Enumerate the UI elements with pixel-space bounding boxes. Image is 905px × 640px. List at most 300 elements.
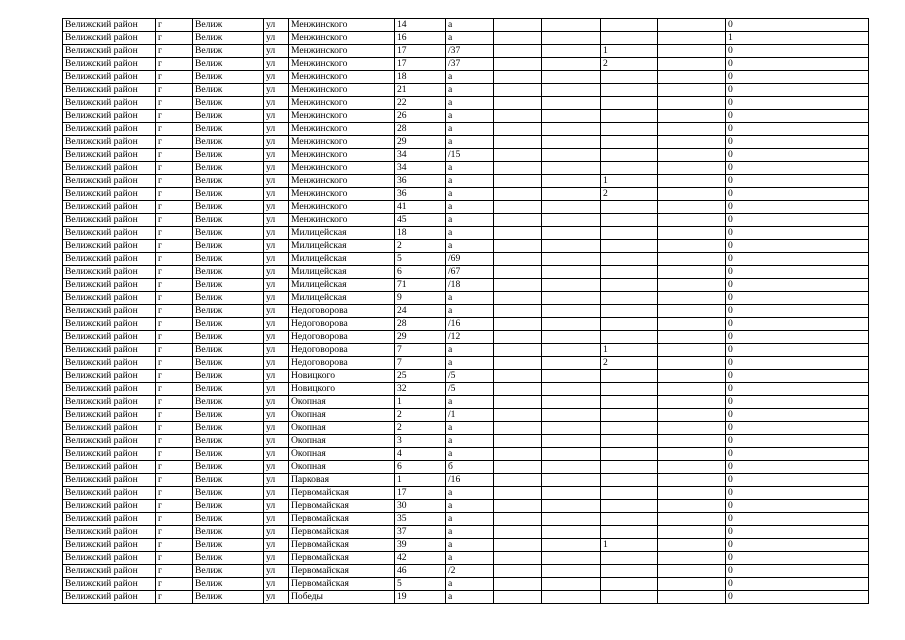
- table-cell-c11: [658, 110, 726, 123]
- table-cell-settlement-type: г: [156, 513, 193, 526]
- table-cell-district: Велижский район: [63, 58, 156, 71]
- table-cell-street: Менжинского: [289, 201, 395, 214]
- table-cell-c10: 2: [601, 357, 658, 370]
- table-cell-street-type: ул: [264, 240, 289, 253]
- table-cell-street-type: ул: [264, 435, 289, 448]
- table-cell-street: Парковая: [289, 474, 395, 487]
- table-cell-house-suffix: а: [446, 175, 494, 188]
- table-cell-house: 5: [395, 578, 446, 591]
- table-cell-c11: [658, 305, 726, 318]
- table-cell-c12: 0: [726, 84, 869, 97]
- table-cell-street: Милицейская: [289, 253, 395, 266]
- table-cell-house-suffix: а: [446, 71, 494, 84]
- table-cell-c12: 0: [726, 578, 869, 591]
- table-row: [63, 266, 869, 279]
- table-cell-street: Новицкого: [289, 370, 395, 383]
- table-cell-street-type: ул: [264, 19, 289, 32]
- table-cell-house-suffix: а: [446, 188, 494, 201]
- table-cell-street-type: ул: [264, 526, 289, 539]
- table-cell-street-type: ул: [264, 565, 289, 578]
- table-row: [63, 331, 869, 344]
- table-cell-district: Велижский район: [63, 71, 156, 84]
- table-cell-c8: [494, 58, 542, 71]
- table-cell-c8: [494, 32, 542, 45]
- table-cell-house-suffix: а: [446, 578, 494, 591]
- table-cell-c8: [494, 396, 542, 409]
- table-cell-c12: 0: [726, 448, 869, 461]
- table-cell-c9: [542, 409, 601, 422]
- table-cell-street-type: ул: [264, 214, 289, 227]
- table-cell-settlement-type: г: [156, 84, 193, 97]
- table-cell-c9: [542, 331, 601, 344]
- table-cell-c9: [542, 45, 601, 58]
- table-cell-settlement: Велиж: [193, 162, 264, 175]
- table-cell-house-suffix: а: [446, 240, 494, 253]
- table-cell-street-type: ул: [264, 162, 289, 175]
- table-cell-c12: 0: [726, 422, 869, 435]
- table-cell-house-suffix: /18: [446, 279, 494, 292]
- table-row: [63, 240, 869, 253]
- table-cell-c9: [542, 370, 601, 383]
- table-cell-c9: [542, 396, 601, 409]
- table-cell-settlement: Велиж: [193, 19, 264, 32]
- table-cell-settlement-type: г: [156, 136, 193, 149]
- table-cell-c12: 0: [726, 435, 869, 448]
- table-cell-settlement: Велиж: [193, 136, 264, 149]
- table-cell-settlement: Велиж: [193, 435, 264, 448]
- table-cell-c10: [601, 474, 658, 487]
- table-cell-c9: [542, 435, 601, 448]
- table-cell-c8: [494, 175, 542, 188]
- table-row: [63, 253, 869, 266]
- table-cell-street: Менжинского: [289, 162, 395, 175]
- table-cell-district: Велижский район: [63, 188, 156, 201]
- table-cell-settlement: Велиж: [193, 201, 264, 214]
- table-cell-house-suffix: а: [446, 357, 494, 370]
- table-cell-street-type: ул: [264, 331, 289, 344]
- table-row: [63, 461, 869, 474]
- table-cell-district: Велижский район: [63, 97, 156, 110]
- table-cell-house: 4: [395, 448, 446, 461]
- table-cell-c11: [658, 227, 726, 240]
- table-cell-district: Велижский район: [63, 253, 156, 266]
- table-cell-settlement-type: г: [156, 396, 193, 409]
- table-cell-c10: 1: [601, 175, 658, 188]
- table-cell-house-suffix: а: [446, 344, 494, 357]
- table-cell-district: Велижский район: [63, 422, 156, 435]
- table-cell-c10: [601, 149, 658, 162]
- table-cell-street-type: ул: [264, 58, 289, 71]
- table-cell-house: 2: [395, 409, 446, 422]
- table-cell-settlement-type: г: [156, 461, 193, 474]
- table-cell-c11: [658, 357, 726, 370]
- table-cell-house: 9: [395, 292, 446, 305]
- table-cell-c8: [494, 240, 542, 253]
- table-cell-settlement-type: г: [156, 591, 193, 604]
- table-cell-c8: [494, 435, 542, 448]
- table-cell-c11: [658, 448, 726, 461]
- table-cell-house-suffix: а: [446, 539, 494, 552]
- table-cell-settlement: Велиж: [193, 188, 264, 201]
- table-cell-c12: 0: [726, 565, 869, 578]
- table-cell-settlement: Велиж: [193, 552, 264, 565]
- table-cell-district: Велижский район: [63, 19, 156, 32]
- table-cell-house-suffix: а: [446, 201, 494, 214]
- table-cell-c12: 0: [726, 149, 869, 162]
- table-cell-street-type: ул: [264, 292, 289, 305]
- table-cell-c12: 0: [726, 357, 869, 370]
- table-cell-settlement: Велиж: [193, 123, 264, 136]
- table-cell-house-suffix: а: [446, 19, 494, 32]
- table-cell-street-type: ул: [264, 383, 289, 396]
- table-cell-district: Велижский район: [63, 214, 156, 227]
- table-cell-street-type: ул: [264, 357, 289, 370]
- table-row: [63, 19, 869, 32]
- table-cell-c8: [494, 110, 542, 123]
- table-cell-settlement: Велиж: [193, 253, 264, 266]
- table-cell-settlement: Велиж: [193, 58, 264, 71]
- table-cell-c11: [658, 19, 726, 32]
- table-cell-c9: [542, 344, 601, 357]
- table-cell-c9: [542, 71, 601, 84]
- table-cell-settlement-type: г: [156, 71, 193, 84]
- table-cell-house-suffix: а: [446, 136, 494, 149]
- table-row: [63, 578, 869, 591]
- table-cell-c8: [494, 448, 542, 461]
- table-cell-c11: [658, 188, 726, 201]
- table-cell-house: 17: [395, 487, 446, 500]
- table-cell-c11: [658, 45, 726, 58]
- table-cell-c11: [658, 32, 726, 45]
- table-cell-c10: [601, 240, 658, 253]
- table-cell-c9: [542, 240, 601, 253]
- table-cell-c12: 0: [726, 175, 869, 188]
- table-cell-street: Недоговорова: [289, 331, 395, 344]
- table-cell-house-suffix: /37: [446, 45, 494, 58]
- table-cell-settlement-type: г: [156, 201, 193, 214]
- table-cell-c10: [601, 201, 658, 214]
- table-cell-settlement: Велиж: [193, 487, 264, 500]
- table-cell-c12: 0: [726, 58, 869, 71]
- table-cell-c11: [658, 435, 726, 448]
- table-cell-c11: [658, 331, 726, 344]
- table-row: [63, 591, 869, 604]
- table-cell-c10: [601, 305, 658, 318]
- table-cell-c11: [658, 500, 726, 513]
- table-cell-settlement-type: г: [156, 19, 193, 32]
- table-cell-settlement: Велиж: [193, 279, 264, 292]
- table-cell-c11: [658, 487, 726, 500]
- table-cell-c10: 1: [601, 45, 658, 58]
- table-cell-settlement-type: г: [156, 162, 193, 175]
- table-row: [63, 500, 869, 513]
- table-cell-settlement: Велиж: [193, 357, 264, 370]
- table-cell-street: Окопная: [289, 422, 395, 435]
- table-row: [63, 84, 869, 97]
- table-cell-settlement: Велиж: [193, 422, 264, 435]
- table-cell-house: 19: [395, 591, 446, 604]
- table-cell-c12: 0: [726, 240, 869, 253]
- table-cell-house-suffix: а: [446, 422, 494, 435]
- table-cell-settlement-type: г: [156, 500, 193, 513]
- table-cell-street-type: ул: [264, 487, 289, 500]
- table-cell-settlement-type: г: [156, 357, 193, 370]
- table-cell-c11: [658, 513, 726, 526]
- table-cell-settlement-type: г: [156, 110, 193, 123]
- table-cell-street: Окопная: [289, 396, 395, 409]
- table-cell-street-type: ул: [264, 370, 289, 383]
- table-row: [63, 409, 869, 422]
- table-cell-street-type: ул: [264, 539, 289, 552]
- table-cell-settlement: Велиж: [193, 370, 264, 383]
- table-cell-c9: [542, 214, 601, 227]
- table-cell-c8: [494, 279, 542, 292]
- table-cell-street: Недоговорова: [289, 305, 395, 318]
- table-cell-c12: 0: [726, 539, 869, 552]
- table-cell-c10: [601, 318, 658, 331]
- table-cell-c10: [601, 500, 658, 513]
- table-cell-house: 1: [395, 474, 446, 487]
- table-cell-c11: [658, 461, 726, 474]
- table-cell-settlement-type: г: [156, 305, 193, 318]
- table-cell-street-type: ул: [264, 84, 289, 97]
- table-cell-house-suffix: а: [446, 227, 494, 240]
- table-cell-district: Велижский район: [63, 110, 156, 123]
- table-cell-c12: 0: [726, 500, 869, 513]
- table-cell-c8: [494, 71, 542, 84]
- table-cell-house-suffix: а: [446, 552, 494, 565]
- table-cell-street: Первомайская: [289, 487, 395, 500]
- table-cell-district: Велижский район: [63, 487, 156, 500]
- table-cell-district: Велижский район: [63, 565, 156, 578]
- table-cell-street: Менжинского: [289, 123, 395, 136]
- table-cell-street: Недоговорова: [289, 318, 395, 331]
- table-cell-settlement-type: г: [156, 149, 193, 162]
- table-cell-settlement-type: г: [156, 175, 193, 188]
- table-cell-c8: [494, 591, 542, 604]
- table-row: [63, 422, 869, 435]
- table-cell-street-type: ул: [264, 149, 289, 162]
- table-cell-district: Велижский район: [63, 84, 156, 97]
- table-cell-c9: [542, 97, 601, 110]
- table-cell-house-suffix: /5: [446, 383, 494, 396]
- table-cell-c12: 0: [726, 370, 869, 383]
- table-cell-street: Первомайская: [289, 578, 395, 591]
- table-cell-c11: [658, 123, 726, 136]
- table-cell-c8: [494, 136, 542, 149]
- table-cell-house: 1: [395, 396, 446, 409]
- table-cell-house: 29: [395, 331, 446, 344]
- table-cell-street: Окопная: [289, 409, 395, 422]
- table-cell-district: Велижский район: [63, 591, 156, 604]
- table-cell-c12: 0: [726, 110, 869, 123]
- table-cell-c11: [658, 201, 726, 214]
- table-cell-settlement-type: г: [156, 227, 193, 240]
- table-cell-house-suffix: а: [446, 305, 494, 318]
- table-cell-house-suffix: б: [446, 461, 494, 474]
- table-cell-c10: [601, 435, 658, 448]
- table-cell-settlement: Велиж: [193, 461, 264, 474]
- table-cell-district: Велижский район: [63, 227, 156, 240]
- table-cell-settlement: Велиж: [193, 292, 264, 305]
- table-row: [63, 45, 869, 58]
- table-cell-house-suffix: /16: [446, 318, 494, 331]
- table-cell-house: 35: [395, 513, 446, 526]
- table-cell-house-suffix: /16: [446, 474, 494, 487]
- table-cell-house: 7: [395, 357, 446, 370]
- table-cell-street: Милицейская: [289, 266, 395, 279]
- table-cell-c8: [494, 214, 542, 227]
- table-cell-house: 7: [395, 344, 446, 357]
- table-cell-district: Велижский район: [63, 45, 156, 58]
- table-cell-c11: [658, 84, 726, 97]
- table-row: [63, 136, 869, 149]
- table-cell-c12: 0: [726, 201, 869, 214]
- table-cell-c9: [542, 578, 601, 591]
- table-cell-street-type: ул: [264, 32, 289, 45]
- table-cell-house: 37: [395, 526, 446, 539]
- table-cell-district: Велижский район: [63, 292, 156, 305]
- table-cell-house: 17: [395, 45, 446, 58]
- table-cell-district: Велижский район: [63, 409, 156, 422]
- table-cell-district: Велижский район: [63, 149, 156, 162]
- table-cell-district: Велижский район: [63, 318, 156, 331]
- table-cell-settlement-type: г: [156, 422, 193, 435]
- table-cell-c9: [542, 149, 601, 162]
- table-cell-settlement: Велиж: [193, 110, 264, 123]
- table-cell-c11: [658, 539, 726, 552]
- table-cell-settlement: Велиж: [193, 84, 264, 97]
- table-cell-c8: [494, 487, 542, 500]
- table-cell-c8: [494, 565, 542, 578]
- table-cell-c10: [601, 162, 658, 175]
- table-cell-c8: [494, 123, 542, 136]
- table-cell-settlement: Велиж: [193, 396, 264, 409]
- table-cell-district: Велижский район: [63, 136, 156, 149]
- table-cell-settlement-type: г: [156, 97, 193, 110]
- table-cell-house: 36: [395, 175, 446, 188]
- table-cell-house-suffix: а: [446, 526, 494, 539]
- table-cell-house: 28: [395, 123, 446, 136]
- table-cell-c9: [542, 136, 601, 149]
- table-cell-c10: [601, 422, 658, 435]
- table-cell-settlement-type: г: [156, 123, 193, 136]
- table-cell-house-suffix: а: [446, 435, 494, 448]
- table-cell-house-suffix: а: [446, 292, 494, 305]
- table-cell-settlement-type: г: [156, 552, 193, 565]
- table-cell-c11: [658, 214, 726, 227]
- table-cell-street: Первомайская: [289, 526, 395, 539]
- table-cell-district: Велижский район: [63, 344, 156, 357]
- table-cell-c8: [494, 331, 542, 344]
- table-cell-c10: [601, 409, 658, 422]
- table-row: [63, 474, 869, 487]
- table-cell-house: 18: [395, 71, 446, 84]
- table-cell-district: Велижский район: [63, 201, 156, 214]
- table-cell-c12: 0: [726, 266, 869, 279]
- table-cell-house: 29: [395, 136, 446, 149]
- table-cell-c10: 1: [601, 344, 658, 357]
- table-cell-c12: 0: [726, 97, 869, 110]
- table-cell-house: 45: [395, 214, 446, 227]
- table-cell-house-suffix: /69: [446, 253, 494, 266]
- table-cell-c8: [494, 305, 542, 318]
- table-cell-street: Менжинского: [289, 188, 395, 201]
- table-cell-c11: [658, 591, 726, 604]
- table-row: [63, 123, 869, 136]
- table-body: [63, 19, 869, 604]
- table-cell-settlement-type: г: [156, 214, 193, 227]
- table-cell-c8: [494, 539, 542, 552]
- table-row: [63, 513, 869, 526]
- table-cell-c9: [542, 357, 601, 370]
- table-cell-settlement: Велиж: [193, 32, 264, 45]
- table-cell-c12: 0: [726, 487, 869, 500]
- table-cell-house-suffix: а: [446, 123, 494, 136]
- table-cell-c9: [542, 513, 601, 526]
- table-cell-street: Менжинского: [289, 214, 395, 227]
- table-cell-settlement: Велиж: [193, 214, 264, 227]
- table-cell-house-suffix: а: [446, 110, 494, 123]
- table-cell-settlement: Велиж: [193, 344, 264, 357]
- table-cell-c12: 0: [726, 305, 869, 318]
- table-cell-settlement: Велиж: [193, 591, 264, 604]
- table-cell-street: Окопная: [289, 461, 395, 474]
- table-cell-c8: [494, 552, 542, 565]
- table-cell-street-type: ул: [264, 474, 289, 487]
- table-cell-house: 36: [395, 188, 446, 201]
- table-cell-c11: [658, 279, 726, 292]
- table-cell-c9: [542, 305, 601, 318]
- table-cell-district: Велижский район: [63, 32, 156, 45]
- table-row: [63, 227, 869, 240]
- table-cell-house: 34: [395, 162, 446, 175]
- table-cell-c10: [601, 279, 658, 292]
- table-cell-street: Менжинского: [289, 71, 395, 84]
- table-cell-street: Недоговорова: [289, 344, 395, 357]
- table-cell-street-type: ул: [264, 318, 289, 331]
- table-cell-district: Велижский район: [63, 500, 156, 513]
- table-cell-house-suffix: /1: [446, 409, 494, 422]
- table-cell-street-type: ул: [264, 227, 289, 240]
- table-cell-settlement-type: г: [156, 279, 193, 292]
- table-cell-c9: [542, 292, 601, 305]
- table-cell-district: Велижский район: [63, 448, 156, 461]
- table-cell-house: 18: [395, 227, 446, 240]
- table-cell-c9: [542, 188, 601, 201]
- table-cell-settlement-type: г: [156, 253, 193, 266]
- table-cell-c11: [658, 344, 726, 357]
- table-cell-c8: [494, 292, 542, 305]
- table-cell-c10: 2: [601, 188, 658, 201]
- table-cell-house: 14: [395, 19, 446, 32]
- table-cell-c9: [542, 227, 601, 240]
- table-cell-street: Менжинского: [289, 110, 395, 123]
- table-cell-house-suffix: /5: [446, 370, 494, 383]
- table-cell-house-suffix: а: [446, 32, 494, 45]
- table-cell-house: 16: [395, 32, 446, 45]
- table-cell-c8: [494, 149, 542, 162]
- table-cell-street: Менжинского: [289, 97, 395, 110]
- table-cell-c9: [542, 591, 601, 604]
- table-cell-house-suffix: а: [446, 448, 494, 461]
- table-cell-district: Велижский район: [63, 552, 156, 565]
- table-cell-c10: [601, 123, 658, 136]
- table-cell-c9: [542, 552, 601, 565]
- table-cell-house: 17: [395, 58, 446, 71]
- table-cell-house: 41: [395, 201, 446, 214]
- table-cell-street: Милицейская: [289, 227, 395, 240]
